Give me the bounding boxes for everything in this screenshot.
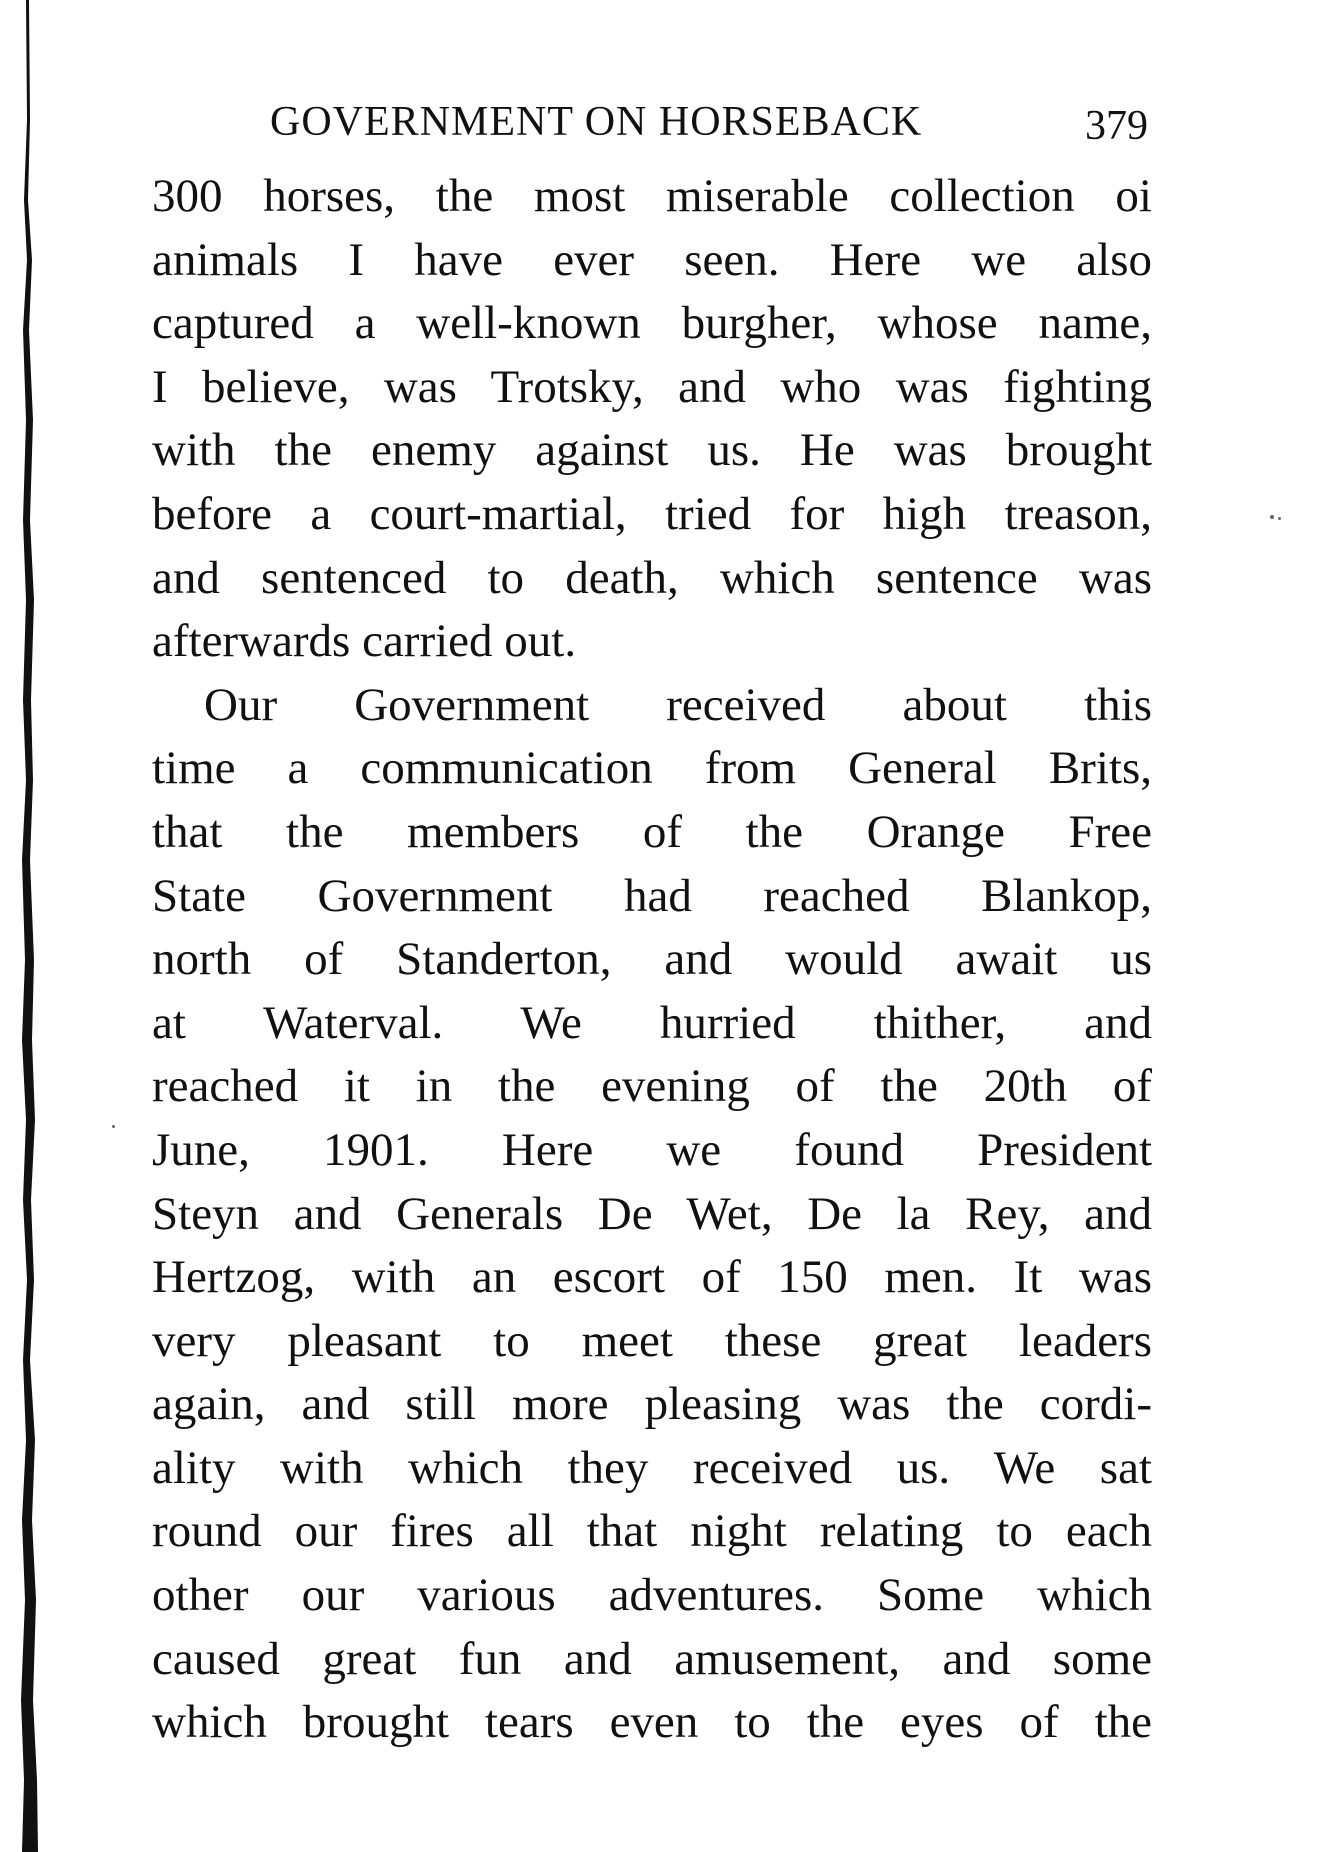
text-line: round our fires all that night relating to each [152,1505,1152,1558]
text-line: State Government had reached Blankop, [152,869,1152,922]
binding-edge-shadow [18,0,40,1852]
paragraph-first-line: Our Government received about this [204,678,1152,731]
scan-speck [1270,515,1274,519]
scan-speck [1278,517,1281,520]
body-text [152,165,1152,1755]
text-line: Steyn and Generals De Wet, De la Rey, and [152,1187,1152,1240]
text-line: and sentenced to death, which sentence was [152,551,1152,604]
text-line: other our various adventures. Some which [152,1569,1152,1622]
binding-edge [18,0,40,1852]
text-line: again, and still more pleasing was the cordi- [152,1378,1152,1431]
page-header [270,98,1160,158]
text-line: that the members of the Orange Free [152,805,1152,858]
text-line: Hertzog, with an escort of 150 men. It was [152,1251,1152,1304]
text-line: before a court-martial, tried for high treason, [152,487,1152,540]
running-head: GOVERNMENT ON HORSEBACK [270,99,923,145]
page-number: 379 [1085,103,1148,149]
text-line: with the enemy against us. He was brought [152,424,1152,477]
text-line: caused great fun and amusement, and some [152,1632,1152,1685]
text-line: animals I have ever seen. Here we also [152,233,1152,286]
text-line: which brought tears even to the eyes of the [152,1696,1152,1749]
text-line: ality with which they received us. We sat [152,1441,1152,1494]
text-line: north of Standerton, and would await us [152,933,1152,986]
scan-speck [112,1125,115,1128]
text-line: reached it in the evening of the 20th of [152,1060,1152,1113]
text-line: captured a well-known burgher, whose name, [152,297,1152,350]
text-line: afterwards carried out. [152,615,577,668]
text-line: I believe, was Trotsky, and who was fighting [152,360,1152,413]
text-line: at Waterval. We hurried thither, and [152,996,1152,1049]
text-line: time a communication from General Brits, [152,742,1152,795]
text-line: 300 horses, the most miserable collection oi [152,170,1152,222]
text-line: very pleasant to meet these great leaders [152,1314,1152,1367]
text-line: June, 1901. Here we found President [152,1123,1152,1176]
